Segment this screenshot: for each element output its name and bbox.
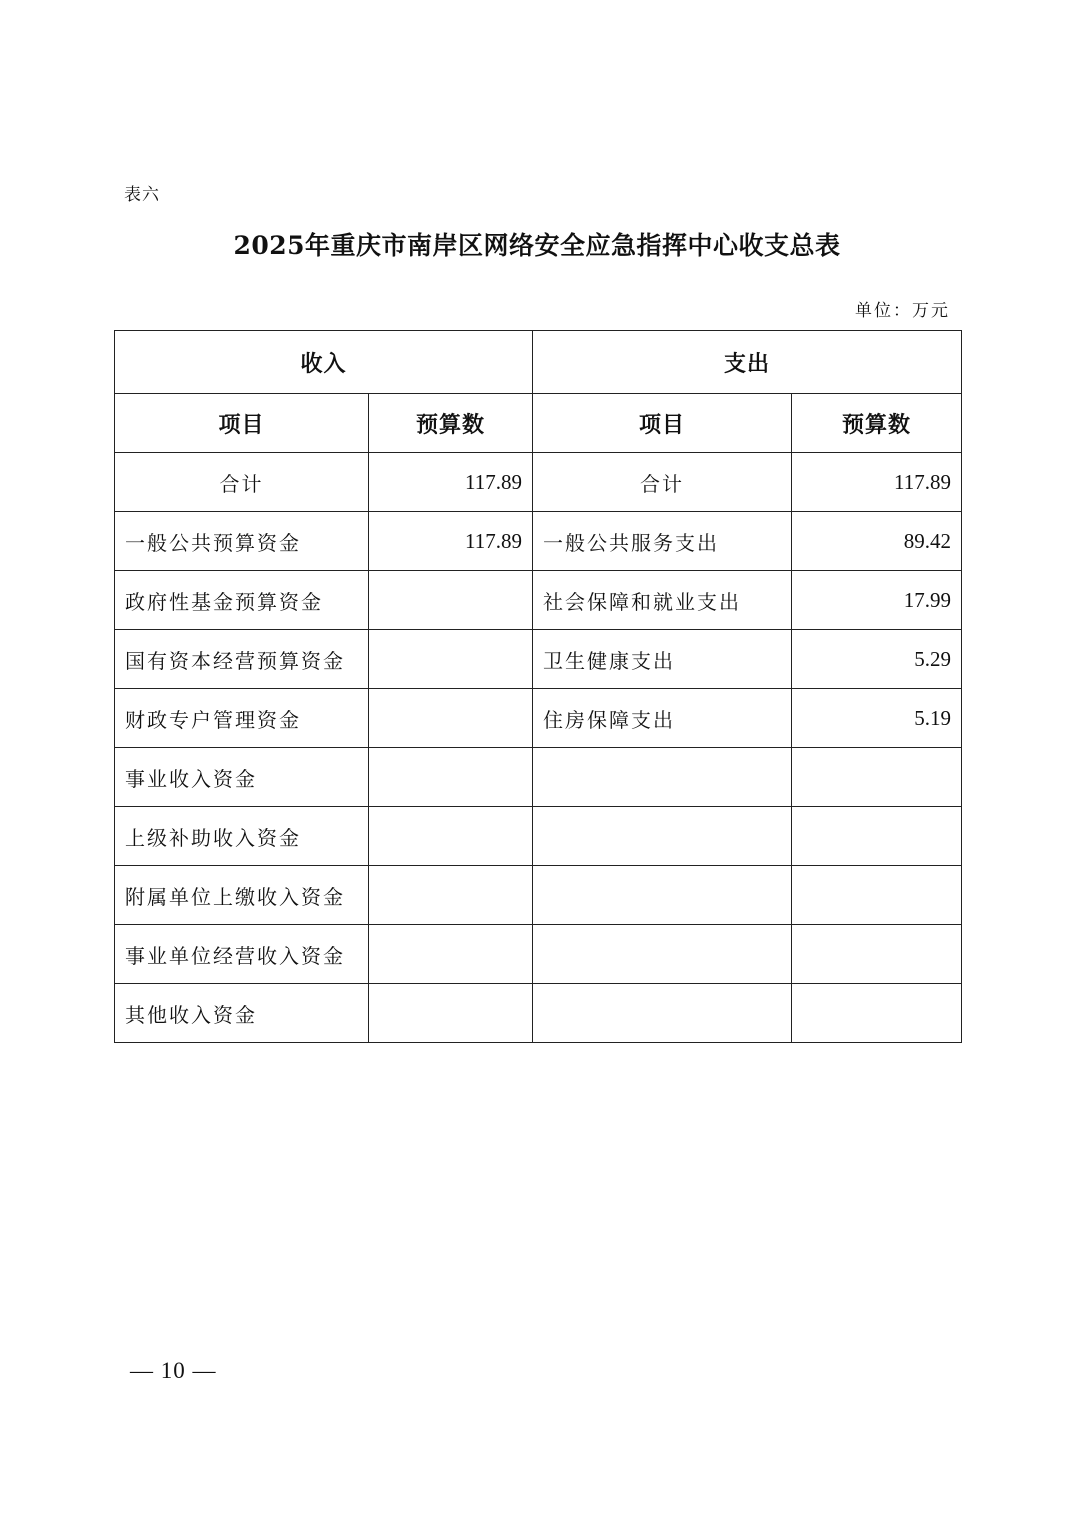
income-value: 117.89 <box>369 512 533 571</box>
table-header-row-columns <box>115 394 962 453</box>
income-item: 一般公共预算资金 <box>115 512 369 571</box>
income-item-column-header: 项目 <box>115 394 369 453</box>
income-item: 政府性基金预算资金 <box>115 571 369 630</box>
expense-item <box>533 748 792 807</box>
table-row <box>115 925 962 984</box>
expense-value: 5.19 <box>792 689 962 748</box>
income-value <box>369 748 533 807</box>
income-item: 事业单位经营收入资金 <box>115 925 369 984</box>
table-row <box>115 807 962 866</box>
table-label: 表六 <box>124 185 160 205</box>
expense-value <box>792 984 962 1043</box>
expense-item <box>533 984 792 1043</box>
expense-item: 社会保障和就业支出 <box>533 571 792 630</box>
income-item: 国有资本经营预算资金 <box>115 630 369 689</box>
expense-item-column-header: 项目 <box>533 394 792 453</box>
expense-item <box>533 866 792 925</box>
page-title: 2025年重庆市南岸区网络安全应急指挥中心收支总表 <box>233 231 841 260</box>
expense-total-label: 合计 <box>533 453 792 512</box>
income-item: 上级补助收入资金 <box>115 807 369 866</box>
table-row <box>115 630 962 689</box>
income-value <box>369 689 533 748</box>
expense-value <box>792 866 962 925</box>
table-row <box>115 689 962 748</box>
income-value <box>369 866 533 925</box>
income-total-value: 117.89 <box>369 453 533 512</box>
expense-item <box>533 925 792 984</box>
income-value <box>369 571 533 630</box>
income-item: 财政专户管理资金 <box>115 689 369 748</box>
table-row <box>115 866 962 925</box>
expense-value: 89.42 <box>792 512 962 571</box>
expense-value <box>792 925 962 984</box>
income-item: 其他收入资金 <box>115 984 369 1043</box>
income-item: 事业收入资金 <box>115 748 369 807</box>
income-value <box>369 630 533 689</box>
expense-value <box>792 807 962 866</box>
table-row <box>115 571 962 630</box>
income-item: 附属单位上缴收入资金 <box>115 866 369 925</box>
expense-budget-column-header: 预算数 <box>792 394 962 453</box>
total-row <box>115 453 962 512</box>
income-value <box>369 925 533 984</box>
expense-item: 一般公共服务支出 <box>533 512 792 571</box>
expense-item: 卫生健康支出 <box>533 630 792 689</box>
page-number: — 10 — <box>130 1358 217 1383</box>
expense-section-header: 支出 <box>533 331 962 394</box>
expense-item: 住房保障支出 <box>533 689 792 748</box>
table-row <box>115 512 962 571</box>
income-value <box>369 984 533 1043</box>
unit-label: 单位：万元 <box>855 301 950 321</box>
income-section-header: 收入 <box>115 331 533 394</box>
income-value <box>369 807 533 866</box>
expense-total-value: 117.89 <box>792 453 962 512</box>
expense-value: 17.99 <box>792 571 962 630</box>
income-budget-column-header: 预算数 <box>369 394 533 453</box>
table-row <box>115 748 962 807</box>
budget-summary-table <box>114 330 962 1043</box>
expense-item <box>533 807 792 866</box>
expense-value: 5.29 <box>792 630 962 689</box>
expense-value <box>792 748 962 807</box>
income-total-label: 合计 <box>115 453 369 512</box>
table-row <box>115 984 962 1043</box>
table-header-row-sections <box>115 331 962 394</box>
